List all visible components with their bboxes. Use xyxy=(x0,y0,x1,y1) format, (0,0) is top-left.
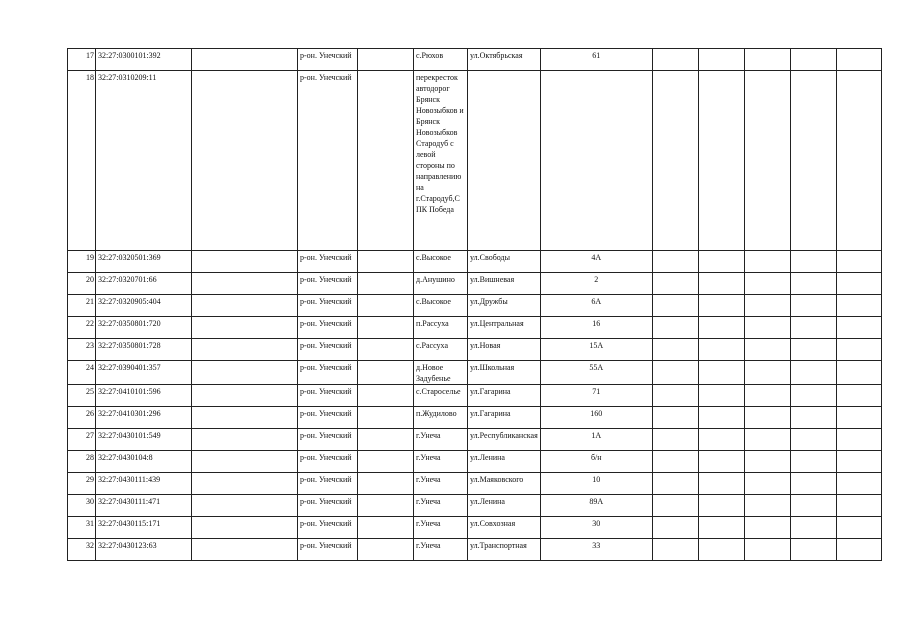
cadastral-number-cell: 32:27:0320501:369 xyxy=(96,251,192,273)
house-number-cell: 61 xyxy=(540,49,652,71)
empty-cell xyxy=(358,429,414,451)
empty-cell xyxy=(744,361,790,385)
settlement-cell: д.Новое Задубенье xyxy=(414,361,468,385)
row-number-cell: 23 xyxy=(68,339,96,361)
cadastral-number-cell: 32:27:0430111:439 xyxy=(96,473,192,495)
table-row xyxy=(68,71,882,251)
street-cell: ул.Свободы xyxy=(468,251,541,273)
house-number-cell: б/н xyxy=(540,451,652,473)
empty-cell xyxy=(744,385,790,407)
cadastral-number-cell: 32:27:0410301:296 xyxy=(96,407,192,429)
street-cell: ул.Гагарина xyxy=(468,385,541,407)
empty-cell xyxy=(358,385,414,407)
district-cell: р-он. Унечский xyxy=(298,517,358,539)
empty-cell xyxy=(652,385,698,407)
street-cell: ул.Центральная xyxy=(468,317,541,339)
empty-cell xyxy=(836,339,881,361)
empty-cell xyxy=(698,539,744,561)
empty-cell xyxy=(698,49,744,71)
empty-cell xyxy=(836,429,881,451)
empty-cell xyxy=(358,473,414,495)
empty-cell xyxy=(652,473,698,495)
empty-cell xyxy=(744,517,790,539)
table-row xyxy=(68,407,882,429)
district-cell: р-он. Унечский xyxy=(298,407,358,429)
settlement-cell: п.Жудилово xyxy=(414,407,468,429)
row-number-cell: 31 xyxy=(68,517,96,539)
settlement-cell: с.Высокое xyxy=(414,295,468,317)
empty-cell xyxy=(652,339,698,361)
empty-cell xyxy=(358,71,414,251)
cadastral-number-cell: 32:27:0430115:171 xyxy=(96,517,192,539)
house-number-cell: 6А xyxy=(540,295,652,317)
house-number-cell: 16 xyxy=(540,317,652,339)
house-number-cell: 1А xyxy=(540,429,652,451)
empty-cell xyxy=(652,317,698,339)
row-number-cell: 24 xyxy=(68,361,96,385)
empty-cell xyxy=(790,361,836,385)
empty-cell xyxy=(192,295,298,317)
district-cell: р-он. Унечский xyxy=(298,251,358,273)
street-cell: ул.Октябрьская xyxy=(468,49,541,71)
empty-cell xyxy=(358,251,414,273)
empty-cell xyxy=(652,49,698,71)
row-number-cell: 28 xyxy=(68,451,96,473)
street-cell: ул.Республиканская xyxy=(468,429,541,451)
empty-cell xyxy=(192,539,298,561)
district-cell: р-он. Унечский xyxy=(298,429,358,451)
empty-cell xyxy=(836,517,881,539)
street-cell: ул.Школьная xyxy=(468,361,541,385)
empty-cell xyxy=(192,317,298,339)
empty-cell xyxy=(836,539,881,561)
empty-cell xyxy=(698,407,744,429)
empty-cell xyxy=(192,251,298,273)
empty-cell xyxy=(836,251,881,273)
empty-cell xyxy=(790,273,836,295)
empty-cell xyxy=(790,451,836,473)
settlement-cell: перекресток автодорог Брянск Новозыбков и Брянск Новозыбков Стародуб с левой стороны по направлению на г.Стародуб,С ПК Победа xyxy=(414,71,468,251)
empty-cell xyxy=(790,385,836,407)
empty-cell xyxy=(744,273,790,295)
settlement-cell: с.Староселье xyxy=(414,385,468,407)
street-cell: ул.Дружбы xyxy=(468,295,541,317)
empty-cell xyxy=(192,407,298,429)
table-row xyxy=(68,385,882,407)
empty-cell xyxy=(358,273,414,295)
empty-cell xyxy=(192,71,298,251)
district-cell: р-он. Унечский xyxy=(298,539,358,561)
house-number-cell: 55А xyxy=(540,361,652,385)
empty-cell xyxy=(790,495,836,517)
table-row xyxy=(68,273,882,295)
cadastral-number-cell: 32:27:0430123:63 xyxy=(96,539,192,561)
table-row xyxy=(68,495,882,517)
row-number-cell: 25 xyxy=(68,385,96,407)
empty-cell xyxy=(744,407,790,429)
house-number-cell: 4А xyxy=(540,251,652,273)
empty-cell xyxy=(358,317,414,339)
settlement-cell: г.Унеча xyxy=(414,495,468,517)
empty-cell xyxy=(744,539,790,561)
cadastral-number-cell: 32:27:0350801:720 xyxy=(96,317,192,339)
house-number-cell: 33 xyxy=(540,539,652,561)
empty-cell xyxy=(358,361,414,385)
settlement-cell: г.Унеча xyxy=(414,451,468,473)
empty-cell xyxy=(744,429,790,451)
row-number-cell: 19 xyxy=(68,251,96,273)
row-number-cell: 21 xyxy=(68,295,96,317)
cadastral-number-cell: 32:27:0430111:471 xyxy=(96,495,192,517)
empty-cell xyxy=(790,517,836,539)
registry-table xyxy=(67,48,882,561)
row-number-cell: 27 xyxy=(68,429,96,451)
district-cell: р-он. Унечский xyxy=(298,273,358,295)
district-cell: р-он. Унечский xyxy=(298,295,358,317)
empty-cell xyxy=(790,429,836,451)
empty-cell xyxy=(192,451,298,473)
empty-cell xyxy=(698,361,744,385)
empty-cell xyxy=(744,339,790,361)
cadastral-number-cell: 32:27:0410101:596 xyxy=(96,385,192,407)
empty-cell xyxy=(836,385,881,407)
empty-cell xyxy=(698,71,744,251)
empty-cell xyxy=(744,495,790,517)
empty-cell xyxy=(744,451,790,473)
row-number-cell: 30 xyxy=(68,495,96,517)
empty-cell xyxy=(790,407,836,429)
empty-cell xyxy=(790,295,836,317)
house-number-cell: 10 xyxy=(540,473,652,495)
empty-cell xyxy=(192,339,298,361)
row-number-cell: 20 xyxy=(68,273,96,295)
street-cell: ул.Вишневая xyxy=(468,273,541,295)
cadastral-number-cell: 32:27:0320905:404 xyxy=(96,295,192,317)
empty-cell xyxy=(358,451,414,473)
empty-cell xyxy=(358,517,414,539)
empty-cell xyxy=(790,473,836,495)
house-number-cell: 15А xyxy=(540,339,652,361)
street-cell xyxy=(468,71,541,251)
empty-cell xyxy=(744,295,790,317)
empty-cell xyxy=(836,451,881,473)
cadastral-number-cell: 32:27:0390401:357 xyxy=(96,361,192,385)
settlement-cell: с.Рюхов xyxy=(414,49,468,71)
street-cell: ул.Ленина xyxy=(468,495,541,517)
settlement-cell: г.Унеча xyxy=(414,517,468,539)
empty-cell xyxy=(698,517,744,539)
empty-cell xyxy=(652,71,698,251)
empty-cell xyxy=(836,473,881,495)
street-cell: ул.Маяковского xyxy=(468,473,541,495)
street-cell: ул.Гагарина xyxy=(468,407,541,429)
settlement-cell: с.Высокое xyxy=(414,251,468,273)
cadastral-number-cell: 32:27:0430104:8 xyxy=(96,451,192,473)
empty-cell xyxy=(790,539,836,561)
row-number-cell: 29 xyxy=(68,473,96,495)
empty-cell xyxy=(790,317,836,339)
settlement-cell: г.Унеча xyxy=(414,473,468,495)
empty-cell xyxy=(836,317,881,339)
district-cell: р-он. Унечский xyxy=(298,451,358,473)
empty-cell xyxy=(652,495,698,517)
street-cell: ул.Совхозная xyxy=(468,517,541,539)
empty-cell xyxy=(836,407,881,429)
house-number-cell: 89А xyxy=(540,495,652,517)
table-row xyxy=(68,429,882,451)
street-cell: ул.Транспортная xyxy=(468,539,541,561)
row-number-cell: 17 xyxy=(68,49,96,71)
table-row xyxy=(68,539,882,561)
row-number-cell: 26 xyxy=(68,407,96,429)
table-row xyxy=(68,49,882,71)
row-number-cell: 18 xyxy=(68,71,96,251)
empty-cell xyxy=(836,273,881,295)
empty-cell xyxy=(836,71,881,251)
settlement-cell: с.Рассуха xyxy=(414,339,468,361)
empty-cell xyxy=(698,429,744,451)
empty-cell xyxy=(744,71,790,251)
table-body xyxy=(68,49,882,561)
district-cell: р-он. Унечский xyxy=(298,317,358,339)
table-row xyxy=(68,517,882,539)
empty-cell xyxy=(744,473,790,495)
empty-cell xyxy=(192,473,298,495)
empty-cell xyxy=(790,251,836,273)
empty-cell xyxy=(836,295,881,317)
row-number-cell: 32 xyxy=(68,539,96,561)
empty-cell xyxy=(836,49,881,71)
table-row xyxy=(68,251,882,273)
empty-cell xyxy=(698,473,744,495)
empty-cell xyxy=(790,339,836,361)
empty-cell xyxy=(358,539,414,561)
empty-cell xyxy=(836,495,881,517)
empty-cell xyxy=(744,317,790,339)
empty-cell xyxy=(744,251,790,273)
cadastral-number-cell: 32:27:0310209:11 xyxy=(96,71,192,251)
empty-cell xyxy=(790,49,836,71)
table-row xyxy=(68,295,882,317)
empty-cell xyxy=(652,273,698,295)
empty-cell xyxy=(192,495,298,517)
empty-cell xyxy=(358,49,414,71)
empty-cell xyxy=(358,295,414,317)
settlement-cell: п.Рассуха xyxy=(414,317,468,339)
district-cell: р-он. Унечский xyxy=(298,71,358,251)
empty-cell xyxy=(358,407,414,429)
empty-cell xyxy=(698,385,744,407)
house-number-cell xyxy=(540,71,652,251)
settlement-cell: г.Унеча xyxy=(414,429,468,451)
table-row xyxy=(68,317,882,339)
empty-cell xyxy=(652,251,698,273)
empty-cell xyxy=(358,495,414,517)
empty-cell xyxy=(744,49,790,71)
empty-cell xyxy=(698,495,744,517)
cadastral-number-cell: 32:27:0300101:392 xyxy=(96,49,192,71)
table-row xyxy=(68,451,882,473)
empty-cell xyxy=(652,429,698,451)
empty-cell xyxy=(192,517,298,539)
table-row xyxy=(68,473,882,495)
empty-cell xyxy=(698,317,744,339)
district-cell: р-он. Унечский xyxy=(298,495,358,517)
empty-cell xyxy=(790,71,836,251)
empty-cell xyxy=(192,273,298,295)
table-row xyxy=(68,339,882,361)
empty-cell xyxy=(192,49,298,71)
district-cell: р-он. Унечский xyxy=(298,385,358,407)
district-cell: р-он. Унечский xyxy=(298,49,358,71)
empty-cell xyxy=(652,539,698,561)
empty-cell xyxy=(698,451,744,473)
settlement-cell: д.Анушино xyxy=(414,273,468,295)
table-row xyxy=(68,361,882,385)
empty-cell xyxy=(358,339,414,361)
house-number-cell: 160 xyxy=(540,407,652,429)
empty-cell xyxy=(652,295,698,317)
street-cell: ул.Ленина xyxy=(468,451,541,473)
cadastral-number-cell: 32:27:0320701:66 xyxy=(96,273,192,295)
district-cell: р-он. Унечский xyxy=(298,361,358,385)
cadastral-number-cell: 32:27:0350801:728 xyxy=(96,339,192,361)
empty-cell xyxy=(698,251,744,273)
empty-cell xyxy=(192,361,298,385)
house-number-cell: 2 xyxy=(540,273,652,295)
empty-cell xyxy=(192,385,298,407)
street-cell: ул.Новая xyxy=(468,339,541,361)
empty-cell xyxy=(698,273,744,295)
empty-cell xyxy=(698,295,744,317)
empty-cell xyxy=(836,361,881,385)
cadastral-number-cell: 32:27:0430101:549 xyxy=(96,429,192,451)
empty-cell xyxy=(192,429,298,451)
row-number-cell: 22 xyxy=(68,317,96,339)
house-number-cell: 71 xyxy=(540,385,652,407)
house-number-cell: 30 xyxy=(540,517,652,539)
district-cell: р-он. Унечский xyxy=(298,339,358,361)
empty-cell xyxy=(652,451,698,473)
district-cell: р-он. Унечский xyxy=(298,473,358,495)
empty-cell xyxy=(652,361,698,385)
empty-cell xyxy=(652,517,698,539)
empty-cell xyxy=(698,339,744,361)
empty-cell xyxy=(652,407,698,429)
settlement-cell: г.Унеча xyxy=(414,539,468,561)
